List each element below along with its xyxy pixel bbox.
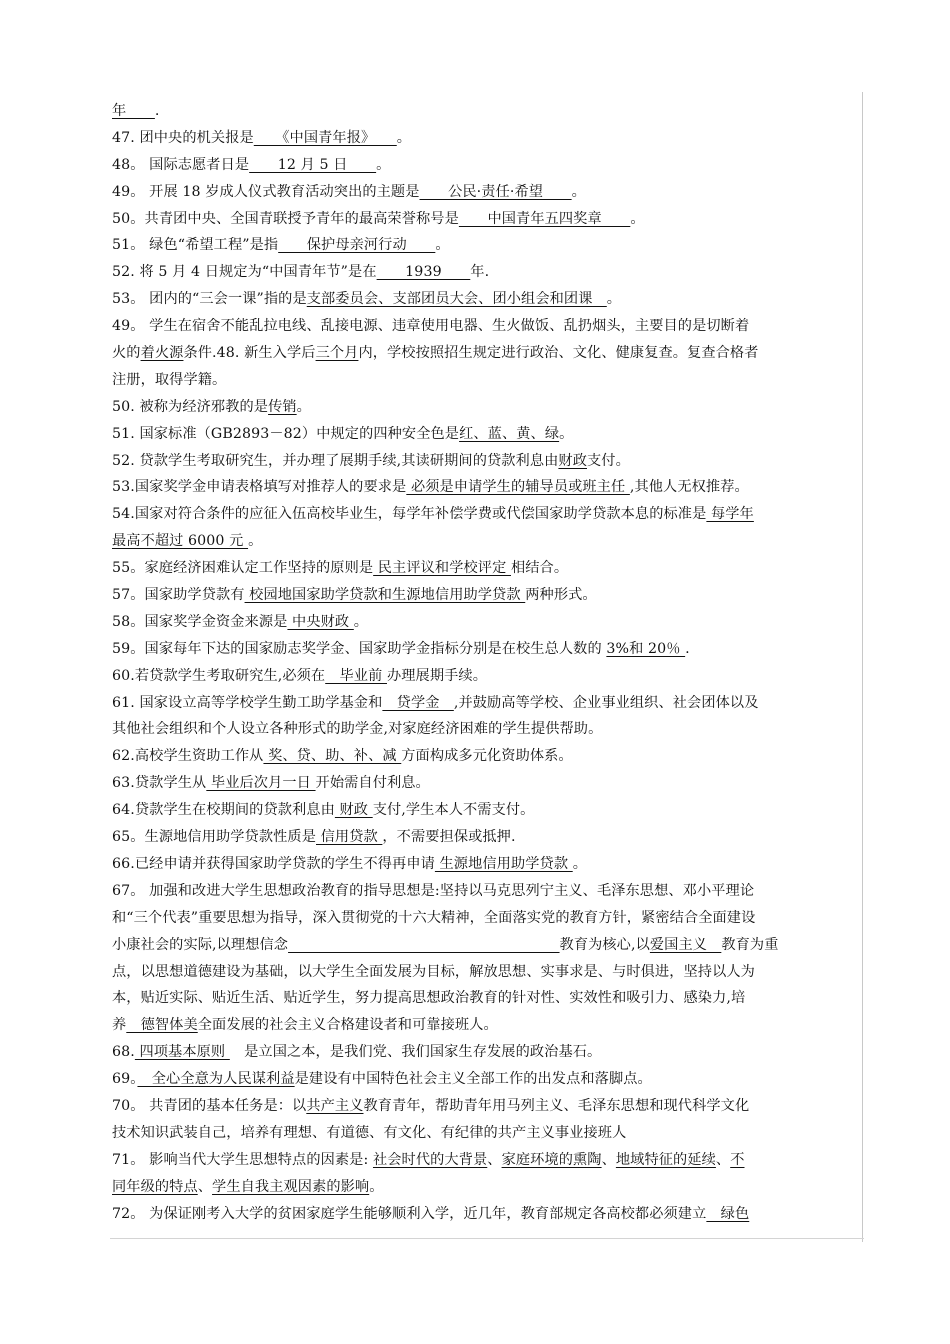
question-text: 两种形式。	[525, 587, 597, 604]
question-text: 54.国家对符合条件的应征入伍高校毕业生，每学年补偿学费或代偿国家助学贷款本息的标准是	[112, 506, 707, 523]
question-text: 。	[630, 210, 645, 227]
answer-blank: 四项基本原则	[134, 1044, 230, 1061]
text-line	[112, 743, 864, 770]
question-text: 47. 团中央的机关报是	[112, 129, 254, 146]
answer-blank: 不	[730, 1151, 745, 1168]
answer-blank: 德智体美	[126, 1017, 198, 1034]
question-text: 教育为重	[721, 936, 779, 953]
question-text: 是建设有中国特色社会主义全部工作的出发点和落脚点。	[294, 1071, 652, 1088]
answer-blank: 《中国青年报》	[253, 129, 397, 146]
answer-blank: 贷学金	[382, 694, 454, 711]
question-text: 支付。	[587, 452, 630, 469]
question-text: 。	[435, 237, 450, 254]
question-text: 65。生源地信用助学贷款性质是	[112, 829, 316, 846]
text-line	[112, 501, 864, 528]
answer-blank: 同年级的特点	[112, 1178, 198, 1195]
question-text: 年.	[470, 264, 490, 281]
text-line	[112, 932, 864, 959]
question-text: 。	[606, 291, 622, 308]
question-text: 其他社会组织和个人设立各种形式的助学金,对家庭经济困难的学生提供帮助。	[112, 721, 603, 738]
answer-blank: 年	[112, 103, 155, 119]
question-text: 。	[353, 613, 369, 630]
question-text: 全面发展的社会主义合格建设者和可靠接班人。	[197, 1017, 498, 1034]
question-text: 68.	[112, 1044, 135, 1061]
question-text: 67。 加强和改进大学生思想政治教育的指导思想是:坚持以马克思列宁主义、毛泽东思想、邓小平理论	[112, 882, 755, 899]
text-line	[112, 179, 864, 206]
answer-blank: 家庭环境的熏陶	[501, 1151, 602, 1168]
text-line	[112, 959, 864, 986]
question-text: 火的	[112, 345, 141, 362]
text-line	[112, 1147, 864, 1174]
answer-blank: 红、蓝、黄、绿	[459, 425, 560, 442]
question-text: 。	[396, 129, 412, 146]
answer-blank: 绿色	[706, 1205, 750, 1222]
text-line	[112, 905, 864, 932]
question-text: 教育为核心,以	[559, 936, 650, 953]
question-text: ,并鼓励高等学校、企业事业组织、社会团体以及	[453, 694, 759, 711]
question-text: 是立国之本，是我们党、我们国家生存发展的政治基石。	[229, 1044, 602, 1061]
question-text: 50。共青团中央、全国青联授予青年的最高荣誉称号是	[112, 210, 459, 227]
question-text: 。	[296, 398, 311, 415]
question-text: 内，学校按照招生规定进行政治、文化、健康复查。复查合格者	[358, 345, 759, 362]
question-text: 。	[248, 533, 263, 550]
answer-blank: 财政	[558, 452, 587, 469]
text-line	[112, 448, 864, 475]
text-line	[112, 609, 864, 636]
text-line	[112, 690, 864, 717]
question-text: 。	[559, 425, 574, 442]
question-text: 相结合。	[510, 560, 569, 577]
question-text: 本，贴近实际、贴近生活、贴近学生，努力提高思想政治教育的针对性、实效性和吸引力、感染力,培	[112, 990, 746, 1007]
question-text: 69。	[112, 1071, 138, 1088]
question-text: 49。 学生在宿舍不能乱拉电线、乱接电源、违章使用电器、生火做饭、乱扔烟头，主要目的是切断着	[112, 318, 750, 335]
question-text: 63.贷款学生从	[112, 775, 207, 792]
question-text: 71。 影响当代大学生思想特点的因素是:	[112, 1151, 373, 1168]
question-text: 条件.48. 新生入学后	[183, 345, 316, 362]
page-border-right	[862, 92, 863, 1242]
question-text: 。	[376, 156, 391, 173]
text-line	[112, 474, 864, 501]
question-text: 开始需自付利息。	[315, 775, 430, 792]
text-line	[112, 1066, 864, 1093]
text-line	[112, 98, 864, 125]
text-line	[112, 421, 864, 448]
question-text: 72。 为保证刚考入大学的贫困家庭学生能够顺利入学，近几年，教育部规定各高校都必须建立	[112, 1205, 707, 1222]
question-text: ，不需要担保或抵押.	[382, 829, 516, 846]
question-text: 方面构成多元化资助体系。	[401, 748, 573, 765]
question-text: 。	[572, 855, 588, 872]
question-text: 。	[571, 183, 586, 200]
answer-blank: 12 月 5 日	[249, 156, 377, 173]
text-line	[112, 797, 864, 824]
answer-blank: 支部委员会、支部团员大会、团小组会和团课	[306, 291, 607, 308]
answer-blank: 社会时代的大背景	[372, 1151, 488, 1168]
question-text: 、	[715, 1151, 731, 1168]
question-text: 、	[487, 1151, 502, 1168]
question-text: 。	[369, 1178, 384, 1195]
question-text: 51。 绿色“希望工程”是指	[112, 237, 279, 254]
question-text: 62.高校学生资助工作从	[112, 748, 264, 765]
question-text: 52. 将 5 月 4 日规定为“中国青年节”是在	[112, 264, 377, 281]
text-line	[112, 824, 864, 851]
text-line	[112, 206, 864, 233]
question-text: 小康社会的实际,以理想信念	[112, 936, 289, 953]
text-line	[112, 1093, 864, 1120]
answer-blank: 中央财政	[287, 613, 354, 630]
question-text: 59。国家每年下达的国家励志奖学金、国家助学金指标分别是在校生总人数的	[112, 640, 607, 657]
question-text: 、	[601, 1151, 616, 1168]
answer-blank: 学生自我主观因素的影响	[212, 1178, 370, 1195]
question-text: 53。 团内的“三会一课”指的是	[112, 291, 307, 308]
question-text: 49。 开展 18 岁成人仪式教育活动突出的主题是	[112, 183, 420, 200]
question-text: 点，以思想道德建设为基础，以大学生全面发展为目标，解放思想、实事求是、与时俱进，坚持以人为	[112, 963, 755, 980]
text-line	[112, 394, 864, 421]
question-text: 66.已经申请并获得国家助学贷款的学生不得再申请	[112, 855, 435, 872]
answer-blank: 奖、贷、助、补、减	[263, 748, 402, 765]
text-line	[112, 340, 864, 367]
text-line	[112, 1120, 864, 1147]
text-line	[112, 636, 864, 663]
text-line	[112, 286, 864, 313]
text-line	[112, 528, 864, 555]
question-text: ,其他人无权推荐。	[629, 479, 749, 496]
answer-blank: 生源地信用助学贷款	[434, 855, 573, 872]
question-text: 64.贷款学生在校期间的贷款利息由	[112, 802, 335, 819]
text-line	[112, 851, 864, 878]
answer-blank: 最高不超过 6000 元	[112, 533, 249, 550]
question-text: 61. 国家设立高等学校学生勤工助学基金和	[112, 694, 383, 711]
text-line	[112, 770, 864, 797]
question-text: 办理展期手续。	[386, 667, 487, 684]
question-text: 注册，取得学籍。	[112, 371, 227, 388]
answer-blank: 毕业前	[325, 667, 387, 684]
text-line	[112, 367, 864, 394]
question-text: .	[154, 103, 160, 119]
answer-blank: 三个月	[315, 345, 359, 362]
answer-blank: 爱国主义	[649, 936, 722, 953]
text-line	[112, 152, 864, 179]
question-text: 和“三个代表”重要思想为指导，深入贯彻党的十六大精神，全面落实党的教育方针，紧密结合全面建设	[112, 909, 756, 926]
answer-blank: 全心全意为人民谋利益	[137, 1071, 295, 1088]
text-line	[112, 1039, 864, 1066]
answer-blank: 公民·责任·希望	[419, 183, 572, 200]
text-line	[112, 313, 864, 340]
document-page	[112, 98, 864, 1238]
answer-blank: 民主评议和学校评定	[373, 560, 511, 577]
page-border-bottom	[110, 1238, 864, 1239]
question-text: 60.若贷款学生考取研究生,必须在	[112, 667, 326, 684]
text-line	[112, 582, 864, 609]
answer-blank: 共产主义	[306, 1097, 364, 1114]
question-text: 70。 共青团的基本任务是：以	[112, 1097, 307, 1114]
answer-blank	[288, 937, 559, 953]
question-text: 51. 国家标准（GB2893－82）中规定的四种安全色是	[112, 425, 460, 442]
text-line	[112, 232, 864, 259]
text-line	[112, 125, 864, 152]
answer-blank: 毕业后次月一日	[206, 775, 316, 792]
question-text: 、	[197, 1178, 213, 1195]
question-text: 58。国家奖学金资金来源是	[112, 613, 288, 630]
question-text: 55。家庭经济困难认定工作坚持的原则是	[112, 560, 374, 577]
question-text: 52. 贷款学生考取研究生，并办理了展期手续,其读研期间的贷款利息由	[112, 452, 559, 469]
question-text: 教育青年，帮助青年用马列主义、毛泽东思想和现代科学文化	[363, 1097, 750, 1114]
question-text: 技术知识武装自己，培养有理想、有道德、有文化、有纪律的共产主义事业接班人	[112, 1124, 627, 1141]
text-line	[112, 716, 864, 743]
answer-blank: 信用贷款	[316, 829, 383, 846]
answer-blank: 着火源	[140, 345, 184, 362]
answer-blank: 必须是申请学生的辅导员或班主任	[406, 479, 630, 496]
answer-blank: 保护母亲河行动	[278, 237, 436, 254]
answer-blank: 校园地国家助学贷款和生源地信用助学贷款	[244, 587, 526, 604]
question-text: 57。国家助学贷款有	[112, 587, 245, 604]
text-line	[112, 555, 864, 582]
answer-blank: 传销	[268, 398, 297, 415]
question-text: 48。 国际志愿者日是	[112, 156, 250, 173]
question-text: .	[685, 640, 690, 657]
answer-blank: 财政	[334, 802, 373, 819]
text-line	[112, 1174, 864, 1201]
answer-blank: 地域特征的延续	[615, 1151, 716, 1168]
text-line	[112, 259, 864, 286]
answer-blank: 中国青年五四奖章	[458, 210, 631, 227]
question-text: 养	[112, 1017, 127, 1034]
text-line	[112, 1012, 864, 1039]
text-line	[112, 878, 864, 905]
question-text: 53.国家奖学金申请表格填写对推荐人的要求是	[112, 479, 407, 496]
question-text: 支付,学生本人不需支付。	[372, 802, 535, 819]
text-line	[112, 985, 864, 1012]
question-text: 50. 被称为经济邪教的是	[112, 398, 269, 415]
answer-blank: 1939	[376, 264, 471, 281]
text-line	[112, 663, 864, 690]
text-line	[112, 1201, 864, 1228]
answer-blank: 3%和 20％	[606, 640, 686, 657]
answer-blank: 每学年	[706, 506, 754, 523]
